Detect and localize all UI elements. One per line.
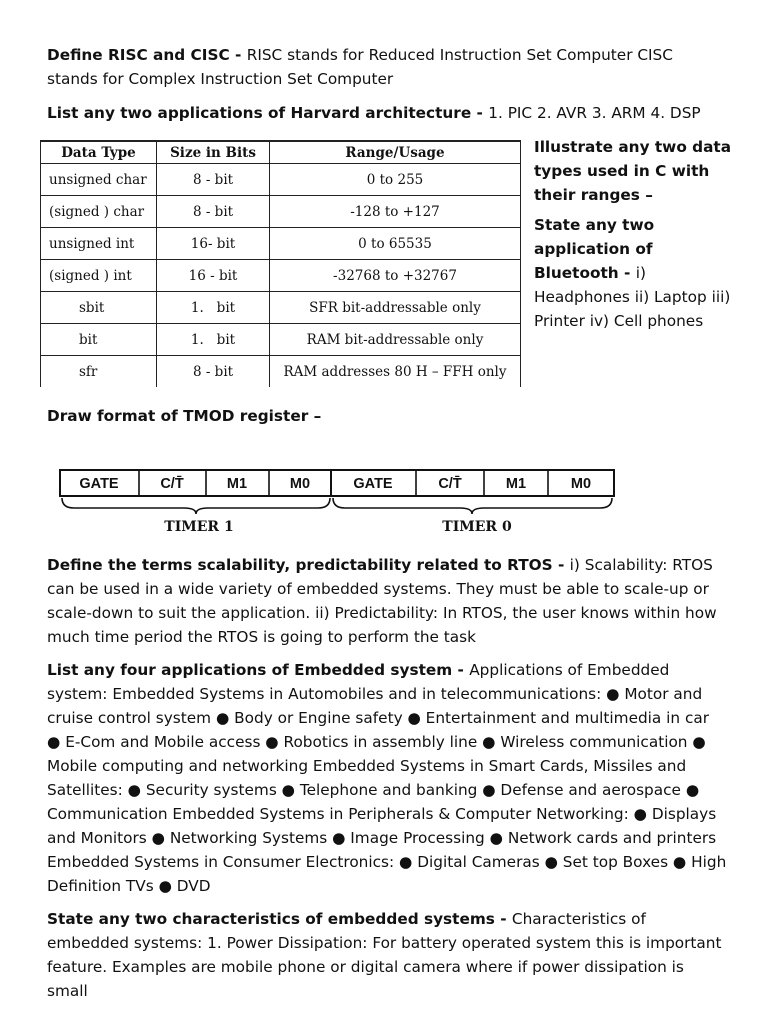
rtos-heading: Define the terms scalability, predictability related to RTOS - (47, 556, 570, 574)
table-cell: bit (41, 324, 157, 356)
table-cell: sfr (41, 356, 157, 388)
table-cell: 8 - bit (157, 164, 270, 196)
table-cell: 1. bit (157, 292, 270, 324)
table-cell: 0 to 255 (270, 164, 521, 196)
table-row (41, 164, 521, 196)
table-cell: 8 - bit (157, 356, 270, 388)
bit-gate-timer1: GATE (79, 476, 119, 492)
table-header-cell: Range/Usage (270, 141, 521, 164)
table-cell: SFR bit-addressable only (270, 292, 521, 324)
characteristics-heading: State any two characteristics of embedded systems - (47, 910, 512, 928)
timer1-label: TIMER 1 (164, 519, 234, 535)
table-cell: RAM addresses 80 H – FFH only (270, 356, 521, 388)
table-row (41, 324, 521, 356)
table-cell: -128 to +127 (270, 196, 521, 228)
table-header-row (41, 141, 521, 164)
table-cell: unsigned int (41, 228, 157, 260)
table-cell: 16 - bit (157, 260, 270, 292)
table-row (41, 356, 521, 388)
bluetooth-body: i) Headphones ii) Laptop iii) Printer iv) Cell phones (534, 264, 731, 330)
embedded-apps-heading: List any four applications of Embedded system - (47, 661, 470, 679)
table-cell: RAM bit-addressable only (270, 324, 521, 356)
table-row (41, 228, 521, 260)
bit-m0-timer0: M0 (570, 476, 592, 492)
table-cell: 0 to 65535 (270, 228, 521, 260)
rtos-body: i) Scalability: RTOS can be used in a wide variety of embedded systems. They must be able to scale-up or scale-down to suit the application. ii) Predictability: In RTOS, the user knows within how much time period the RTOS is going to perform the task (47, 556, 717, 646)
timer0-label: TIMER 0 (442, 519, 512, 535)
data-types-paragraph (534, 135, 734, 207)
risc-cisc-body: RISC stands for Reduced Instruction Set Computer CISC stands for Complex Instruction Set Computer (47, 46, 673, 88)
bit-m1-timer0: M1 (505, 476, 527, 492)
timer1-brace (62, 498, 330, 514)
rtos-paragraph (47, 553, 727, 649)
table-row (41, 292, 521, 324)
bit-ct-timer1: C/T̄ (160, 476, 184, 492)
table-cell: sbit (41, 292, 157, 324)
timer0-brace (333, 498, 612, 514)
harvard-body: 1. PIC 2. AVR 3. ARM 4. DSP (488, 104, 701, 122)
table-cell: (signed ) char (41, 196, 157, 228)
table-header-cell: Data Type (41, 141, 157, 164)
data-types-table (40, 140, 521, 387)
harvard-heading: List any two applications of Harvard architecture - (47, 104, 489, 122)
embedded-apps-body: Applications of Embedded system: Embedded Systems in Automobiles and in telecommunications: ● Motor and cruise control system ● Body or Engine safety ● Entertainment and multimedia in car ● E-Com and Mobile access ● Robotics in assembly line ● Wireless communication ● Mobile computing and networking Embedded Systems in Smart Cards, Missiles and Satellites: ● Security systems ● Telephone and banking ● Defense and aerospace ● Communication Embedded Systems in Peripherals & Computer Networking: ● Displays and Monitors ● Networking Systems ● Image Processing ● Network cards and printers Embedded Systems in Consumer Electronics: ● Digital Cameras ● Set top Boxes ● High Definition TVs ● DVD (47, 661, 727, 895)
embedded-apps-paragraph (47, 658, 727, 898)
bluetooth-paragraph (534, 213, 734, 333)
table-cell: 16- bit (157, 228, 270, 260)
table-header-cell: Size in Bits (157, 141, 270, 164)
table-cell: -32768 to +32767 (270, 260, 521, 292)
tmod-paragraph (47, 404, 321, 428)
table-row (41, 196, 521, 228)
table-cell: 1. bit (157, 324, 270, 356)
table-cell: 8 - bit (157, 196, 270, 228)
risc-cisc-paragraph (47, 43, 727, 91)
characteristics-body: Characteristics of embedded systems: 1. Power Dissipation: For battery operated system this is important feature. Examples are mobile phone or digital camera where if power dissipation is small (47, 910, 722, 1000)
data-types-heading: Illustrate any two data types used in C with their ranges – (534, 138, 732, 204)
table-cell: unsigned char (41, 164, 157, 196)
bit-m0-timer1: M0 (289, 476, 311, 492)
characteristics-paragraph (47, 907, 727, 1003)
bit-ct-timer0: C/T̄ (438, 476, 462, 492)
tmod-register-diagram (52, 456, 622, 542)
register-outline (60, 470, 614, 496)
table-cell: (signed ) int (41, 260, 157, 292)
bit-gate-timer0: GATE (353, 476, 393, 492)
table-row (41, 260, 521, 292)
tmod-heading: Draw format of TMOD register – (47, 407, 322, 425)
bit-m1-timer1: M1 (226, 476, 248, 492)
bluetooth-heading: State any two application of Bluetooth - (534, 216, 655, 282)
harvard-paragraph (47, 101, 701, 125)
side-notes (534, 135, 734, 333)
risc-cisc-heading: Define RISC and CISC - (47, 46, 247, 64)
